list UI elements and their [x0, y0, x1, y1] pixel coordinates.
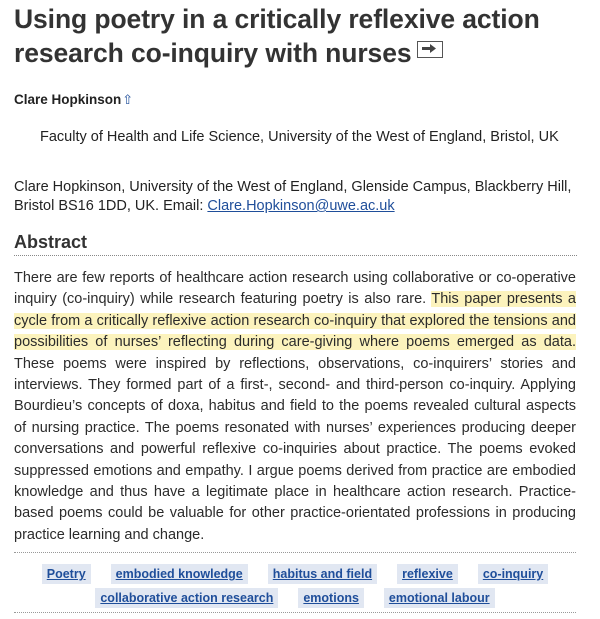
author-affiliation-marker[interactable]: ⇧ — [122, 92, 134, 107]
keywords-row-2 — [14, 588, 576, 608]
keyword-co-inquiry[interactable]: co-inquiry — [478, 564, 548, 584]
keywords-row-1 — [14, 564, 576, 584]
article-title — [14, 2, 594, 70]
keyword-collaborative-action-research[interactable]: collaborative action research — [95, 588, 278, 608]
keyword-habitus-and-field[interactable]: habitus and field — [268, 564, 377, 584]
export-arrow-icon[interactable] — [417, 41, 443, 58]
contact-details — [14, 178, 584, 216]
keyword-embodied-knowledge[interactable]: embodied knowledge — [111, 564, 248, 584]
keyword-reflexive[interactable]: reflexive — [397, 564, 458, 584]
article-title-text: Using poetry in a critically reflexive action research co-inquiry with nurses — [14, 4, 540, 68]
title-block — [14, 2, 594, 70]
email-link[interactable]: Clare.Hopkinson@uwe.ac.uk — [207, 198, 395, 214]
abstract-text-rest: These poems were inspired by reflections, observations, co-inquirers’ stories and interviews. They formed part of a first-, second- and third-person co-inquiry. Applying Bourdieu’s concepts of doxa, habitus and field to the poems revealed cultural aspects of nursing practice. The poems resonated with nurses’ experiences producing deeper conversations and powerful reflexive co-inquiries about practice. The poems evoked suppressed emotions and empathy. I argue poems derived from practice are embodied knowledge and thus have a legitimate place in healthcare action research. Practice-based poems could be valuable for other practice-orientated professions in producing practice learning and change. — [14, 355, 576, 543]
keyword-poetry[interactable]: Poetry — [42, 564, 91, 584]
keywords-divider-bottom — [14, 612, 576, 613]
abstract-text — [14, 268, 576, 546]
keyword-emotions[interactable]: emotions — [298, 588, 364, 608]
keyword-emotional-labour[interactable]: emotional labour — [384, 588, 495, 608]
abstract-heading: Abstract — [14, 232, 577, 256]
author-name[interactable]: Clare Hopkinson — [14, 92, 122, 107]
affiliation: Faculty of Health and Life Science, University of the West of England, Bristol, UK — [40, 129, 559, 145]
abstract-highlight: This paper presents a cycle from a critically reflexive action research co-inquiry that explored the tensions and possibilities of nurses’ reflecting during care-giving where poems emerged as data. — [14, 291, 576, 351]
abstract-text-intro: There are few reports of healthcare action research using collaborative or co-operative inquiry (co-inquiry) while research featuring poetry is also rare. — [14, 270, 576, 308]
keywords-divider-top — [14, 552, 576, 553]
author-line — [14, 92, 133, 108]
contact-address: Clare Hopkinson, University of the West of England, Glenside Campus, Blackberry Hill, Bristol BS16 1DD, UK. Email: — [14, 179, 572, 214]
